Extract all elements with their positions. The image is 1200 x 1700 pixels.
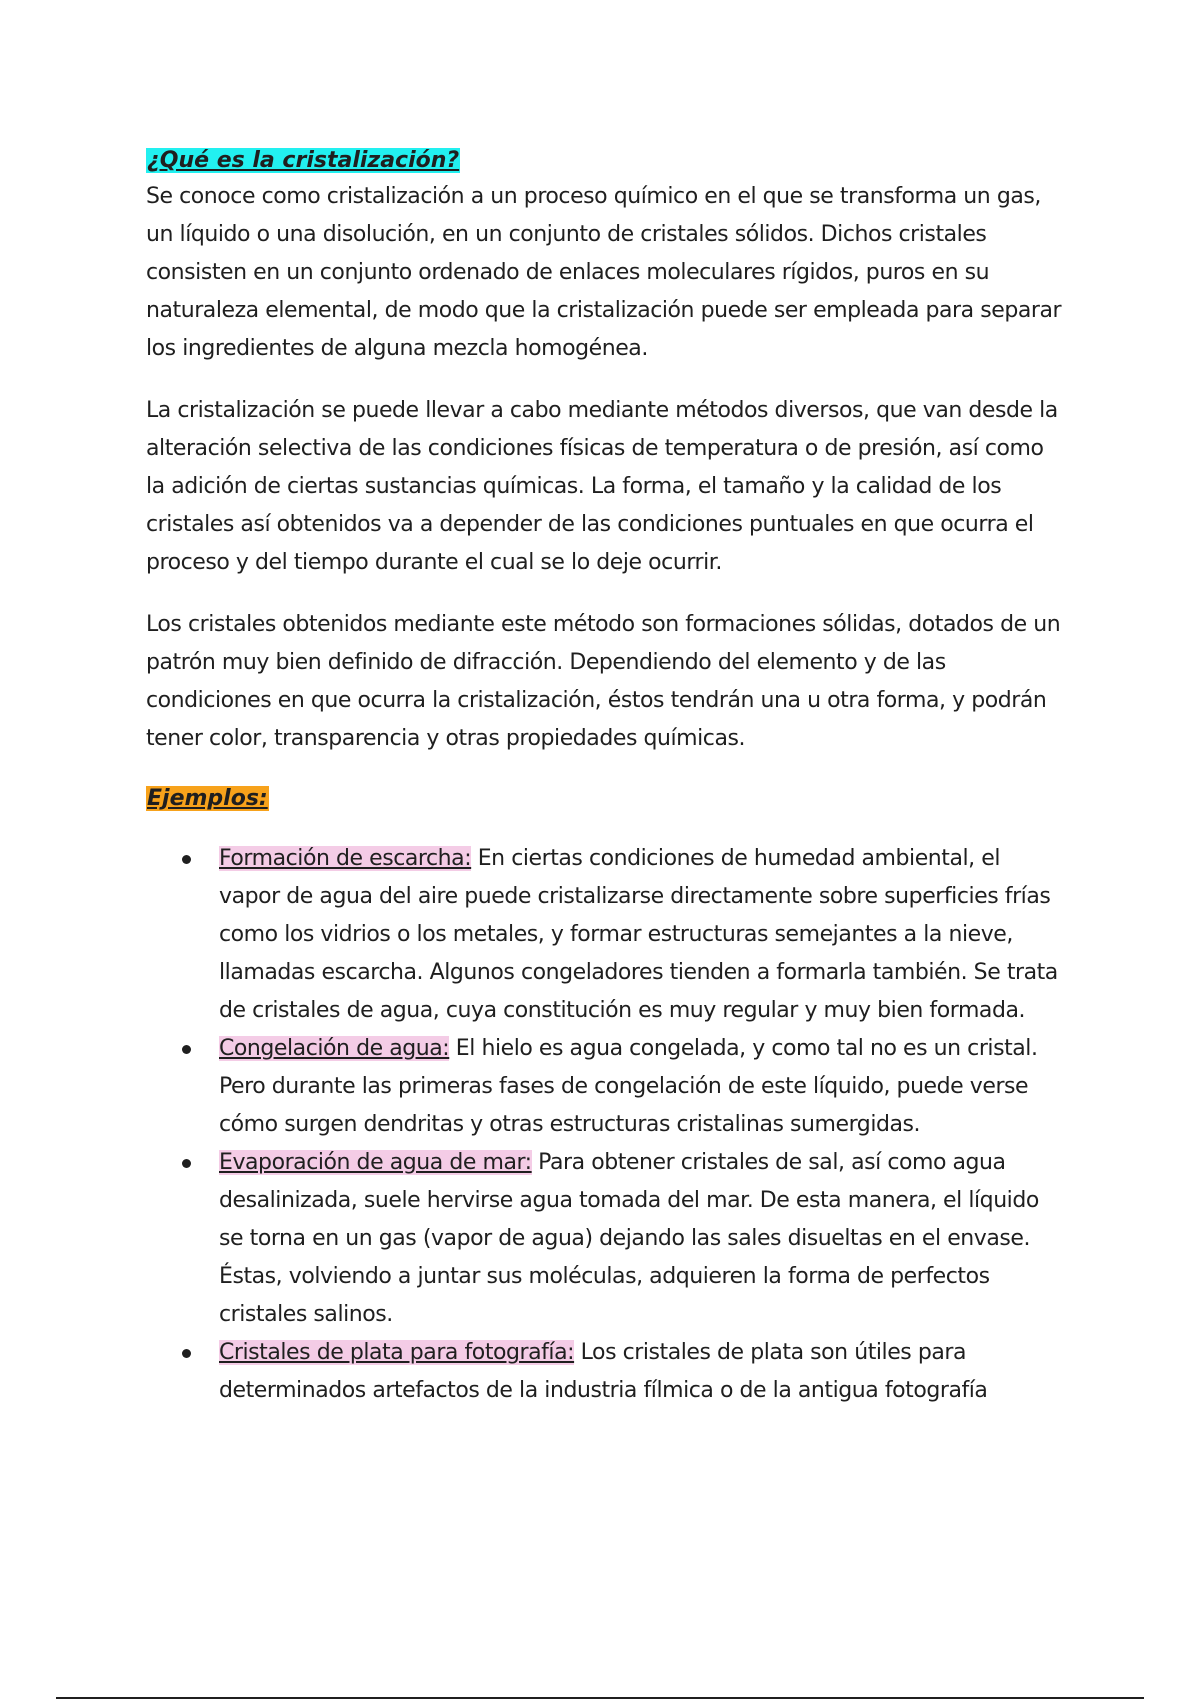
heading-text: ¿Qué es la cristalización? <box>147 148 460 173</box>
paragraph-methods: La cristalización se puede llevar a cabo mediante métodos diversos, que van desde la alteración selectiva de las condiciones físicas de temperatura o de presión, así como la adición de ciertas sustancias químicas. La forma, el tamaño y la calidad de los cristales así obtenidos va a depender de las condiciones puntuales en que ocurra el proceso y del tiempo durante el cual se lo deje ocurrir. <box>146 398 1058 575</box>
bullet-icon <box>182 1349 191 1358</box>
example-term: Congelación de agua: <box>219 1036 450 1061</box>
list-item <box>146 1334 1066 1410</box>
heading-text: Ejemplos: <box>147 786 268 811</box>
list-item <box>146 1030 1066 1144</box>
bullet-icon <box>182 1045 191 1054</box>
example-text: Los cristales de plata son útiles para determinados artefactos de la industria fílmica o de la antigua fotografía <box>219 1340 988 1403</box>
page-bottom-divider <box>56 1697 1144 1699</box>
section-heading-examples <box>146 782 1066 816</box>
example-term: Evaporación de agua de mar: <box>219 1150 532 1175</box>
example-text: El hielo es agua congelada, y como tal no es un cristal. Pero durante las primeras fases de congelación de este líquido, puede verse cómo surgen dendritas y otras estructuras cristalinas sumergidas. <box>219 1036 1038 1137</box>
example-text: En ciertas condiciones de humedad ambiental, el vapor de agua del aire puede cristalizarse directamente sobre superficies frías como los vidrios o los metales, y formar estructuras semejantes a la nieve, llamadas escarcha. Algunos congeladores tienden a formarla también. Se trata de cristales de agua, cuya constitución es muy regular y muy bien formada. <box>219 846 1058 1023</box>
list-item <box>146 1144 1066 1334</box>
example-term: Formación de escarcha: <box>219 846 472 871</box>
example-text: Para obtener cristales de sal, así como agua desalinizada, suele hervirse agua tomada del mar. De esta manera, el líquido se torna en un gas (vapor de agua) dejando las sales disueltas en el envase. Éstas, volviendo a juntar sus moléculas, adquieren la forma de perfectos cristales salinos. <box>219 1150 1039 1327</box>
paragraph-definition: Se conoce como cristalización a un proceso químico en el que se transforma un gas, un líquido o una disolución, en un conjunto de cristales sólidos. Dichos cristales consisten en un conjunto ordenado de enlaces moleculares rígidos, puros en su naturaleza elemental, de modo que la cristalización puede ser empleada para separar los ingredientes de alguna mezcla homogénea. <box>146 184 1062 361</box>
example-term: Cristales de plata para fotografía: <box>219 1340 575 1365</box>
bullet-icon <box>182 1159 191 1168</box>
section-heading-crystallization <box>146 144 1066 178</box>
document-page <box>146 144 1066 1410</box>
paragraph-crystals: Los cristales obtenidos mediante este método son formaciones sólidas, dotados de un patrón muy bien definido de difracción. Dependiendo del elemento y de las condiciones en que ocurra la cristalización, éstos tendrán una u otra forma, y podrán tener color, transparencia y otras propiedades químicas. <box>146 612 1061 751</box>
list-item <box>146 840 1066 1030</box>
bullet-icon <box>182 855 191 864</box>
examples-list <box>146 840 1066 1410</box>
